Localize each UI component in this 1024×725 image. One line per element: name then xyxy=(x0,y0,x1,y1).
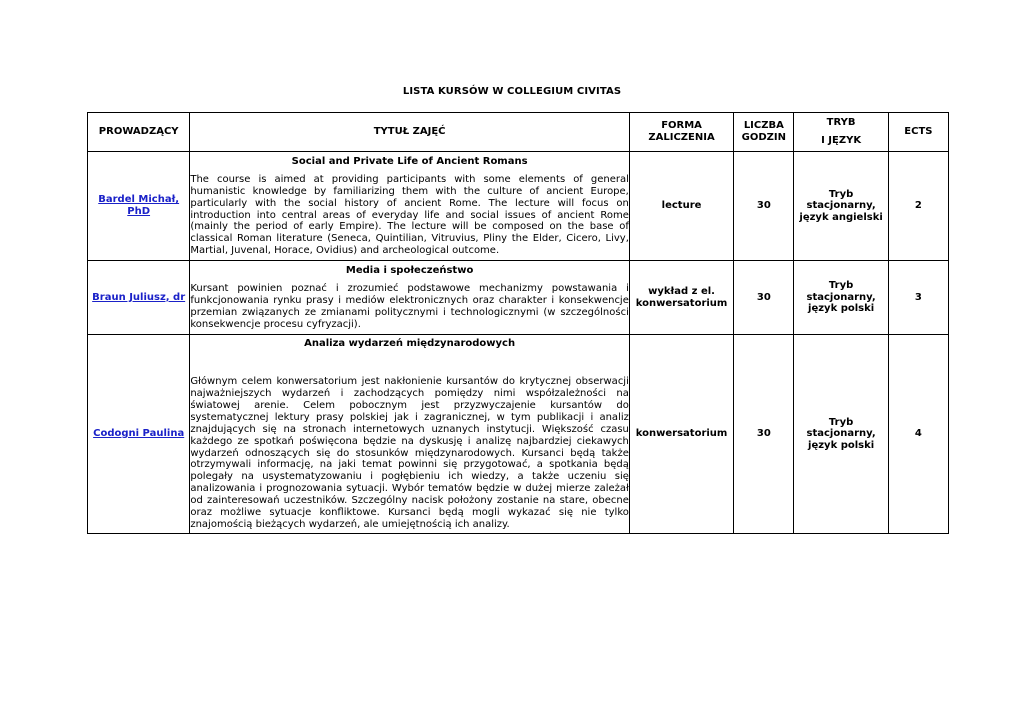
course-title: Social and Private Life of Ancient Romans xyxy=(291,155,528,167)
header-mode-line1: TRYB xyxy=(826,117,856,128)
lecturer-cell xyxy=(88,335,190,534)
mode-line3: język polski xyxy=(808,303,875,315)
header-mode xyxy=(794,113,888,152)
mode-line2: stacjonarny, xyxy=(806,428,876,440)
mode-line1: Tryb xyxy=(828,188,854,200)
course-cell xyxy=(190,152,630,261)
mode-cell xyxy=(794,335,888,534)
lecturer-cell xyxy=(88,152,190,261)
table-row xyxy=(88,335,949,534)
form-cell: lecture xyxy=(629,152,733,261)
lecturer-link[interactable]: Bardel Michał, PhD xyxy=(98,194,180,217)
header-ects: ECTS xyxy=(888,113,948,152)
mode-cell xyxy=(794,152,888,261)
form-line1: wykład z el. xyxy=(648,286,715,297)
courses-table xyxy=(87,112,949,534)
hours-cell: 30 xyxy=(734,152,794,261)
header-form xyxy=(629,113,733,152)
form-line2: konwersatorium xyxy=(635,297,728,309)
header-title: TYTUŁ ZAJĘĆ xyxy=(190,113,630,152)
lecturer-link[interactable]: Codogni Paulina xyxy=(93,428,185,439)
course-title: Analiza wydarzeń międzynarodowych xyxy=(304,338,516,350)
course-description: Głównym celem konwersatorium jest nakłonienie kursantów do krytycznej obserwacji najważniejszych wydarzeń i zachodzących pomiędzy nimi współzależności na światowej arenie. Celem pobocznym jest przyzwyczajenie kursantów do systematycznej lektury prasy polskiej jak i zagranicznej, w tym publikacji i analiz znajdujących się na stronach internetowych uznanych instytucji. Większość czasu każdego ze spotkań poświęcona będzie na dyskusję i analizę najbardziej ciekawych wydarzeń odnoszących się do stosunków międzynarodowych. Kursanci będą także otrzymywali informację, na jaki temat powinni się przygotować, a spotkania będą polegały na usystematyzowaniu i pogłębieniu ich wiedzy, a także uczeniu się analizowania i prognozowania sytuacji. Wybór tematów będzie w dużej mierze zależał od zainteresowań uczestników. Szczególny nacisk położony zostanie na stare, obecne oraz możliwe sytuacje konfliktowe. Kursanci będą mogli wykazać się nie tylko znajomością bieżących wydarzeń, ale umiejętnością ich analizy. xyxy=(190,376,629,530)
mode-cell xyxy=(794,261,888,335)
header-hours-line2: GODZIN xyxy=(741,132,787,143)
header-lecturer: PROWADZĄCY xyxy=(88,113,190,152)
ects-cell: 3 xyxy=(888,261,948,335)
course-cell xyxy=(190,261,630,335)
lecturer-cell xyxy=(88,261,190,335)
course-description: The course is aimed at providing participants with some elements of general humanistic knowledge by familiarizing them with the culture of ancient Europe, particularly with the social history of ancient Rome. The lecture will focus on introduction into central areas of everyday life and social issues of ancient Rome (mainly the period of early Empire). The lecture will be composed on the base of classical Roman literature (Seneca, Quintilian, Vitruvius, Pliny the Elder, Cicero, Livy, Martial, Juvenal, Horace, Ovidius) and archeological outcome. xyxy=(190,173,629,257)
table-header-row xyxy=(88,113,949,152)
mode-line3: język angielski xyxy=(799,211,883,223)
mode-line1: Tryb xyxy=(828,280,854,292)
lecturer-link[interactable]: Braun Juliusz, dr xyxy=(92,291,186,303)
header-form-line1: FORMA xyxy=(661,120,702,131)
table-row xyxy=(88,152,949,261)
table-row xyxy=(88,261,949,335)
course-description: Kursant powinien poznać i zrozumieć podstawowe mechanizmy powstawania i funkcjonowania rynku prasy i mediów elektronicznych oraz charakter i konsekwencje przemian związanych ze zmianami politycznymi i technologicznymi (w szczególności konsekwencje procesu cyfryzacji). xyxy=(190,283,629,330)
mode-line2: stacjonarny, xyxy=(806,291,876,303)
header-hours xyxy=(734,113,794,152)
mode-line2: stacjonarny, xyxy=(806,200,876,212)
form-cell: konwersatorium xyxy=(629,335,733,534)
hours-cell: 30 xyxy=(734,335,794,534)
header-form-line2: ZALICZENIA xyxy=(648,132,715,143)
header-hours-line1: LICZBA xyxy=(743,120,784,131)
ects-cell: 2 xyxy=(888,152,948,261)
ects-cell: 4 xyxy=(888,335,948,534)
header-mode-line2: I JĘZYK xyxy=(821,135,862,146)
hours-cell: 30 xyxy=(734,261,794,335)
course-title: Media i społeczeństwo xyxy=(345,265,474,277)
page-title: LISTA KURSÓW W COLLEGIUM CIVITAS xyxy=(402,86,622,97)
form-cell xyxy=(629,261,733,335)
mode-line3: język polski xyxy=(808,439,875,451)
course-cell xyxy=(190,335,630,534)
mode-line1: Tryb xyxy=(828,416,854,428)
